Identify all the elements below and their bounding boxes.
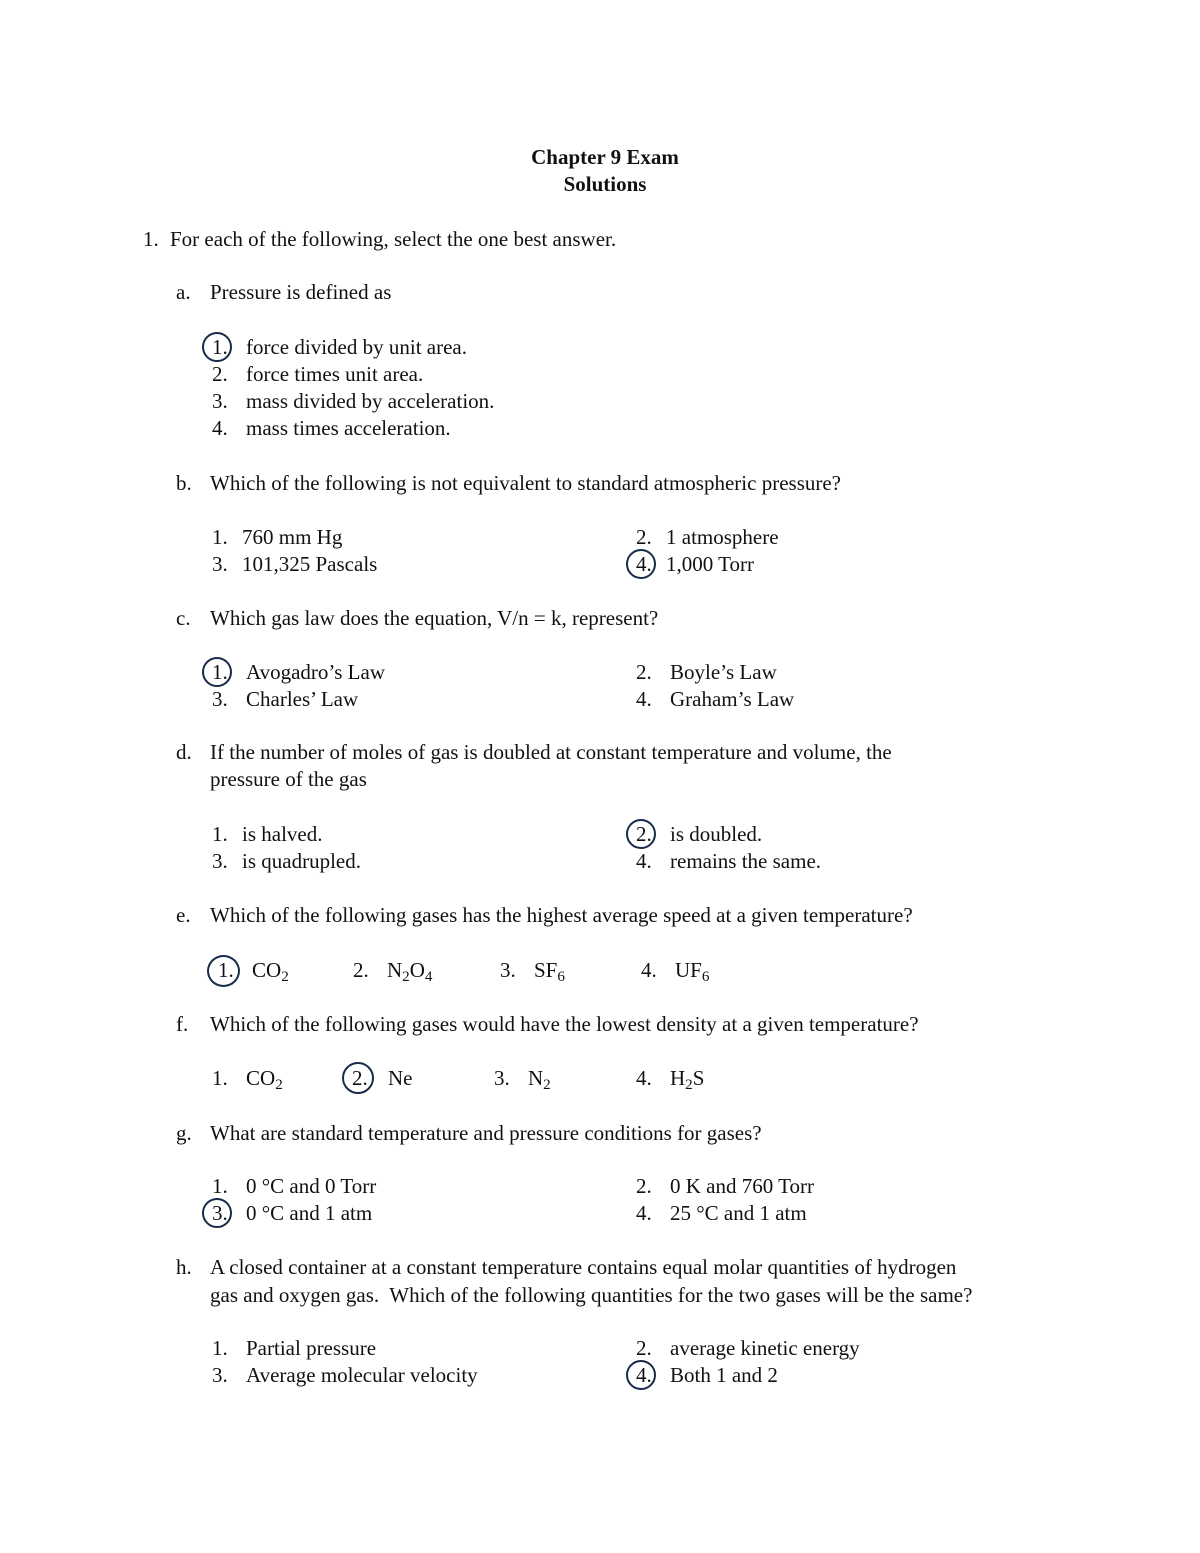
part-b-option-4-text: 1,000 Torr bbox=[666, 552, 754, 576]
part-d-option-2-num: 2. bbox=[636, 822, 652, 846]
part-h-option-3-text: Average molecular velocity bbox=[246, 1363, 478, 1387]
part-a-option-2-text: force times unit area. bbox=[246, 362, 424, 386]
part-a-option-1-text: force divided by unit area. bbox=[246, 335, 467, 359]
part-g-option-2-num: 2. bbox=[636, 1174, 652, 1198]
part-b-option-3-text: 101,325 Pascals bbox=[242, 552, 378, 576]
part-e-option-2-num: 2. bbox=[353, 958, 369, 982]
part-a-option-1-num: 1. bbox=[212, 335, 228, 359]
part-a-letter: a. bbox=[176, 280, 191, 304]
question-prompt: For each of the following, select the one best answer. bbox=[170, 227, 617, 251]
part-c-option-4-num: 4. bbox=[636, 687, 652, 711]
part-h-text-line-2: gas and oxygen gas. Which of the following quantities for the two gases will be the same? bbox=[210, 1283, 973, 1307]
part-h-option-4-text: Both 1 and 2 bbox=[670, 1363, 778, 1387]
part-a-option-3-text: mass divided by acceleration. bbox=[246, 389, 495, 413]
part-e-text: Which of the following gases has the highest average speed at a given temperature? bbox=[210, 903, 913, 927]
part-g-option-4-num: 4. bbox=[636, 1201, 652, 1225]
part-f-option-4-formula: $H_2S$ bbox=[670, 1066, 705, 1093]
part-c-option-4-text: Graham’s Law bbox=[670, 687, 795, 711]
part-h-option-4-num: 4. bbox=[636, 1363, 652, 1387]
part-b-option-3-num: 3. bbox=[212, 552, 228, 576]
part-a-option-2-num: 2. bbox=[212, 362, 228, 386]
part-f-option-3-formula: $N_2$ bbox=[528, 1066, 551, 1093]
part-g-option-2-text: 0 K and 760 Torr bbox=[670, 1174, 814, 1198]
page-subtitle: Solutions bbox=[563, 172, 647, 196]
part-b-option-1-text: 760 mm Hg bbox=[242, 525, 343, 549]
part-g-letter: g. bbox=[176, 1121, 192, 1145]
part-d-option-1-text: is halved. bbox=[242, 822, 323, 846]
part-c-option-2-text: Boyle’s Law bbox=[670, 660, 777, 684]
part-c-option-3-num: 3. bbox=[212, 687, 228, 711]
part-h-option-2-text: average kinetic energy bbox=[670, 1336, 860, 1360]
part-f-text: Which of the following gases would have the lowest density at a given temperature? bbox=[210, 1012, 919, 1036]
part-e-option-1-formula: $CO_2$ bbox=[252, 958, 289, 985]
part-b-text: Which of the following is not equivalent to standard atmospheric pressure? bbox=[210, 471, 841, 495]
part-d-option-3-num: 3. bbox=[212, 849, 228, 873]
part-e-option-3-formula: $SF_6$ bbox=[534, 958, 565, 985]
part-d-option-3-text: is quadrupled. bbox=[242, 849, 361, 873]
part-a-option-4-num: 4. bbox=[212, 416, 228, 440]
part-f-option-2-num: 2. bbox=[352, 1066, 368, 1090]
part-f-option-1-num: 1. bbox=[212, 1066, 228, 1090]
part-e-option-4-formula: $UF_6$ bbox=[675, 958, 710, 985]
question-number: 1. bbox=[143, 227, 159, 251]
part-c-option-2-num: 2. bbox=[636, 660, 652, 684]
part-c-letter: c. bbox=[176, 606, 191, 630]
part-d-text-line-2: pressure of the gas bbox=[210, 767, 367, 791]
part-d-option-2-text: is doubled. bbox=[670, 822, 763, 846]
part-e-option-2-formula: $N_2O_4$ bbox=[387, 958, 433, 985]
part-c-option-3-text: Charles’ Law bbox=[246, 687, 359, 711]
part-a-option-4-text: mass times acceleration. bbox=[246, 416, 451, 440]
part-f-option-1-formula: $CO_2$ bbox=[246, 1066, 283, 1093]
part-h-option-3-num: 3. bbox=[212, 1363, 228, 1387]
part-e-option-1-num: 1. bbox=[218, 958, 234, 982]
part-h-letter: h. bbox=[176, 1255, 192, 1279]
part-e-option-4-num: 4. bbox=[641, 958, 657, 982]
part-b-letter: b. bbox=[176, 471, 192, 495]
part-d-text-line-1: If the number of moles of gas is doubled at constant temperature and volume, the bbox=[210, 740, 892, 764]
part-g-text: What are standard temperature and pressure conditions for gases? bbox=[210, 1121, 762, 1145]
part-h-option-2-num: 2. bbox=[636, 1336, 652, 1360]
part-a-text: Pressure is defined as bbox=[210, 280, 392, 304]
part-d-letter: d. bbox=[176, 740, 192, 764]
part-d-option-4-num: 4. bbox=[636, 849, 652, 873]
part-f-option-4-num: 4. bbox=[636, 1066, 652, 1090]
part-f-letter: f. bbox=[176, 1012, 189, 1036]
part-h-option-1-num: 1. bbox=[212, 1336, 228, 1360]
part-f-option-2-text: Ne bbox=[388, 1066, 413, 1090]
part-f-option-3-num: 3. bbox=[494, 1066, 510, 1090]
part-g-option-1-text: 0 °C and 0 Torr bbox=[246, 1174, 377, 1198]
part-e-letter: e. bbox=[176, 903, 191, 927]
part-b-option-1-num: 1. bbox=[212, 525, 228, 549]
page-title: Chapter 9 Exam bbox=[531, 145, 679, 169]
part-d-option-4-text: remains the same. bbox=[670, 849, 822, 873]
part-d-option-1-num: 1. bbox=[212, 822, 228, 846]
part-h-option-1-text: Partial pressure bbox=[246, 1336, 377, 1360]
part-h-text-line-1: A closed container at a constant temperature contains equal molar quantities of hydrogen bbox=[210, 1255, 957, 1279]
part-g-option-4-text: 25 °C and 1 atm bbox=[670, 1201, 807, 1225]
part-g-option-3-num: 3. bbox=[212, 1201, 228, 1225]
part-b-option-4-num: 4. bbox=[636, 552, 652, 576]
part-b-option-2-text: 1 atmosphere bbox=[666, 525, 779, 549]
part-c-option-1-text: Avogadro’s Law bbox=[246, 660, 385, 684]
part-g-option-3-text: 0 °C and 1 atm bbox=[246, 1201, 373, 1225]
part-e-option-3-num: 3. bbox=[500, 958, 516, 982]
part-b-option-2-num: 2. bbox=[636, 525, 652, 549]
part-c-option-1-num: 1. bbox=[212, 660, 228, 684]
part-g-option-1-num: 1. bbox=[212, 1174, 228, 1198]
part-a-option-3-num: 3. bbox=[212, 389, 228, 413]
part-c-text: Which gas law does the equation, V/n = k, represent? bbox=[210, 606, 659, 630]
